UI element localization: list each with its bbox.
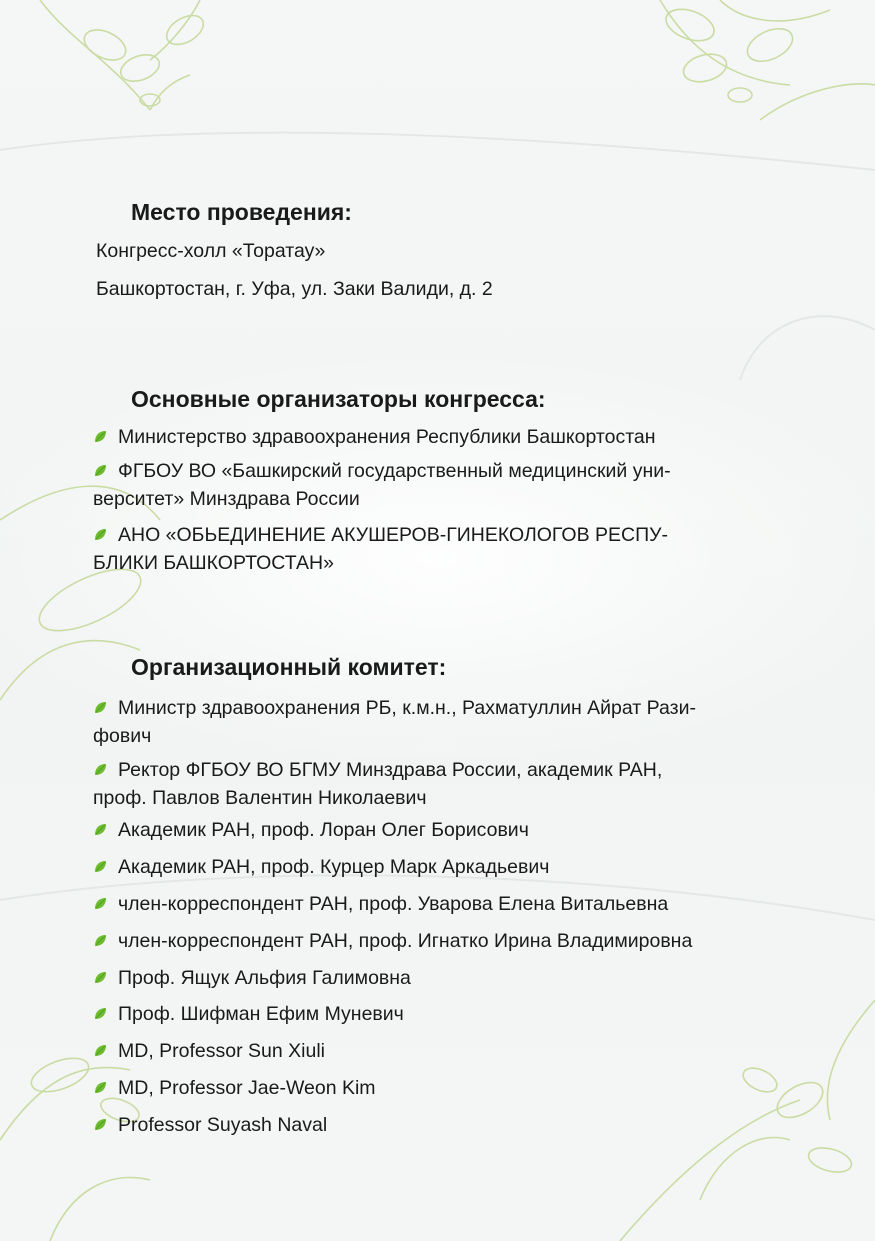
- list-item-text-continued: проф. Павлов Валентин Николаевич: [93, 787, 427, 809]
- leaf-bullet-icon: [93, 933, 108, 948]
- list-item: [93, 1037, 833, 1065]
- list-item: [93, 423, 833, 451]
- list-item-text: Министерство здравоохранения Республики Башкортостан: [118, 426, 656, 448]
- list-item-text: MD, Professor Sun Xiuli: [118, 1040, 325, 1062]
- leaf-bullet-icon: [93, 859, 108, 874]
- list-item-text: член-корреспондент РАН, проф. Уварова Елена Витальевна: [118, 893, 669, 915]
- list-item-text-continued: верситет» Минздрава России: [93, 488, 360, 510]
- list-item: [93, 890, 833, 918]
- list-item: [93, 756, 833, 812]
- leaf-bullet-icon: [93, 463, 108, 478]
- committee-heading: Организационный комитет:: [131, 654, 447, 680]
- list-item-text: MD, Professor Jae-Weon Kim: [118, 1077, 376, 1099]
- list-item-text: Академик РАН, проф. Лоран Олег Борисович: [118, 819, 529, 841]
- list-item-text: Проф. Ящук Альфия Галимовна: [118, 967, 411, 989]
- leaf-bullet-icon: [93, 429, 108, 444]
- venue-heading: Место проведения:: [131, 199, 352, 225]
- leaf-bullet-icon: [93, 1006, 108, 1021]
- leaf-bullet-icon: [93, 1117, 108, 1132]
- organizers-heading: Основные организаторы конгресса:: [131, 386, 546, 412]
- leaf-bullet-icon: [93, 762, 108, 777]
- list-item: [93, 1000, 833, 1028]
- venue-address: Башкортостан, г. Уфа, ул. Заки Валиди, д. 2: [96, 278, 493, 300]
- leaf-bullet-icon: [93, 700, 108, 715]
- list-item-text: Ректор ФГБОУ ВО БГМУ Минздрава России, академик РАН,: [118, 759, 663, 781]
- list-item-text: ФГБОУ ВО «Башкирский государственный медицинский уни-: [118, 460, 671, 482]
- leaf-bullet-icon: [93, 1080, 108, 1095]
- list-item: [93, 694, 833, 750]
- leaf-bullet-icon: [93, 970, 108, 985]
- list-item: [93, 1111, 833, 1139]
- leaf-bullet-icon: [93, 527, 108, 542]
- leaf-bullet-icon: [93, 822, 108, 837]
- list-item-text: АНО «ОБЬЕДИНЕНИЕ АКУШЕРОВ-ГИНЕКОЛОГОВ РЕСПУ-: [118, 524, 668, 546]
- list-item: [93, 521, 833, 577]
- leaf-bullet-icon: [93, 896, 108, 911]
- venue-name: Конгресс-холл «Торатау»: [96, 240, 326, 262]
- list-item-text: Министр здравоохранения РБ, к.м.н., Рахматуллин Айрат Рази-: [118, 697, 696, 719]
- list-item-text: Академик РАН, проф. Курцер Марк Аркадьевич: [118, 856, 550, 878]
- list-item: [93, 457, 833, 513]
- list-item-text-continued: БЛИКИ БАШКОРТОСТАН»: [93, 552, 334, 574]
- list-item-text: член-корреспондент РАН, проф. Игнатко Ирина Владимировна: [118, 930, 693, 952]
- list-item-text-continued: фович: [93, 725, 152, 747]
- list-item: [93, 816, 833, 844]
- list-item: [93, 964, 833, 992]
- list-item: [93, 1074, 833, 1102]
- list-item-text: Проф. Шифман Ефим Муневич: [118, 1003, 404, 1025]
- list-item: [93, 927, 833, 955]
- list-item: [93, 853, 833, 881]
- leaf-bullet-icon: [93, 1043, 108, 1058]
- list-item-text: Professor Suyash Naval: [118, 1114, 328, 1136]
